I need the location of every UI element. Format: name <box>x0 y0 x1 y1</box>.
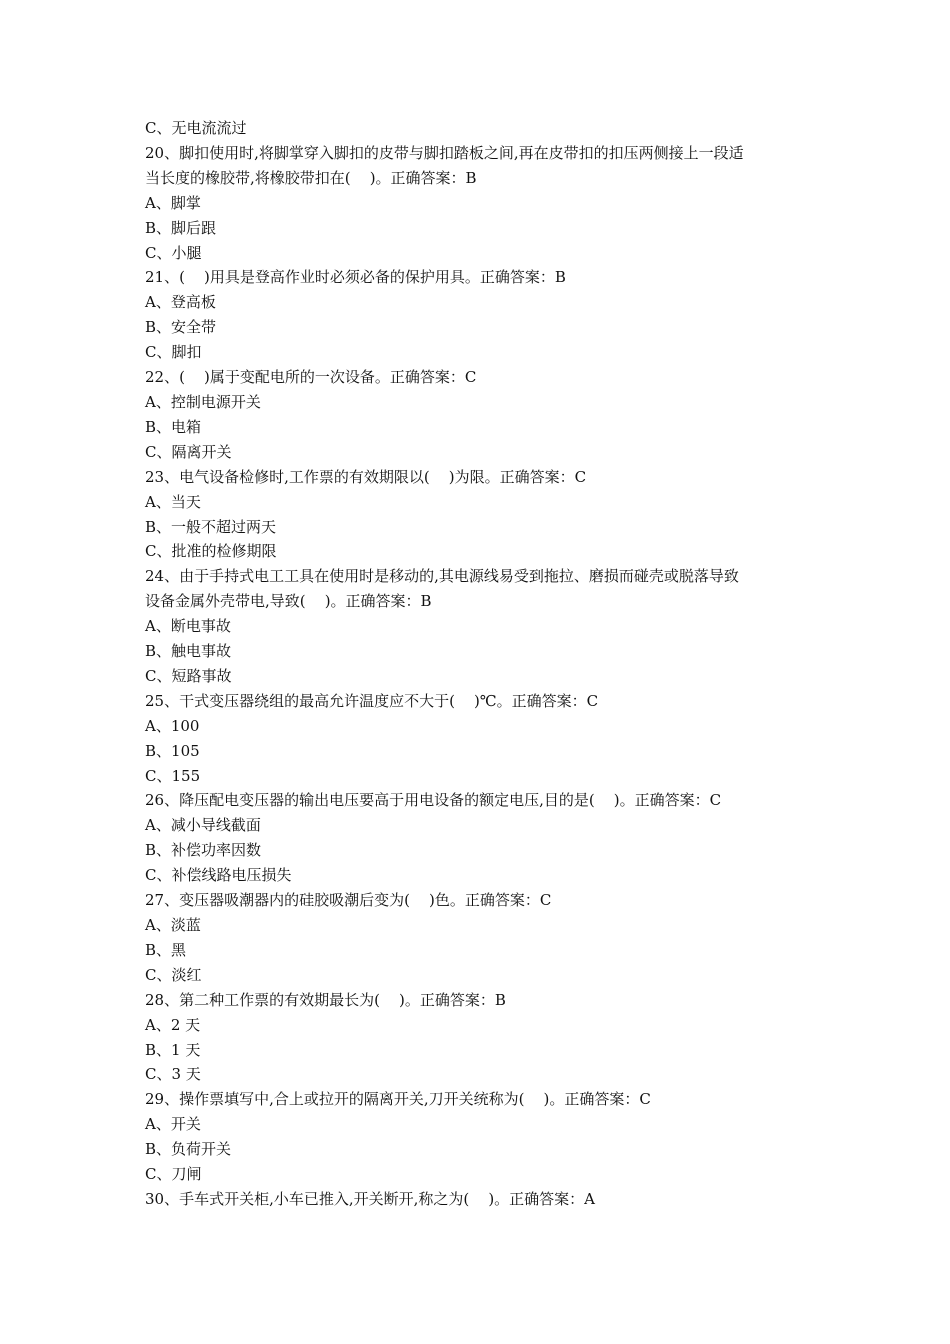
question-line: 21、( )用具是登高作业时必须必备的保护用具。正确答案：B <box>145 268 566 287</box>
option-line: B、触电事故 <box>145 642 232 661</box>
option-line: B、补偿功率因数 <box>145 841 262 860</box>
option-line: C、淡红 <box>145 965 202 984</box>
question-line: 24、由于手持式电工工具在使用时是移动的,其电源线易受到拖拉、磨损而碰壳或脱落导致 <box>145 567 739 586</box>
option-line: A、登高板 <box>145 293 216 312</box>
option-line: A、脚掌 <box>145 193 201 212</box>
option-line: B、黑 <box>145 940 187 959</box>
option-line: B、1 天 <box>145 1040 201 1059</box>
option-line: B、电箱 <box>145 417 202 436</box>
question-line: 22、( )属于变配电所的一次设备。正确答案：C <box>145 368 477 387</box>
question-line: 当长度的橡胶带,将橡胶带扣在( )。正确答案：B <box>145 168 477 187</box>
option-line: C、155 <box>145 766 201 785</box>
option-line: A、淡蓝 <box>145 916 201 934</box>
option-line: B、负荷开关 <box>145 1140 232 1159</box>
option-line: C、短路事故 <box>145 666 232 685</box>
option-line: B、105 <box>145 741 200 760</box>
question-line: 26、降压配电变压器的输出电压要高于用电设备的额定电压,目的是( )。正确答案：C <box>145 791 722 810</box>
option-line: A、减小导线截面 <box>145 816 261 835</box>
option-line: A、当天 <box>145 492 201 511</box>
option-line: A、开关 <box>145 1115 201 1134</box>
option-line: B、一般不超过两天 <box>145 517 277 536</box>
option-line: C、补偿线路电压损失 <box>145 866 292 885</box>
question-line: 30、手车式开关柜,小车已推入,开关断开,称之为( )。正确答案：A <box>145 1189 596 1208</box>
option-line: A、2 天 <box>145 1015 201 1034</box>
question-line: 设备金属外壳带电,导致( )。正确答案：B <box>145 592 432 611</box>
question-line: 25、干式变压器绕组的最高允许温度应不大于( )℃。正确答案：C <box>145 691 599 710</box>
question-line: 29、操作票填写中,合上或拉开的隔离开关,刀开关统称为( )。正确答案：C <box>145 1090 651 1109</box>
question-line: 28、第二种工作票的有效期最长为( )。正确答案：B <box>145 990 506 1009</box>
option-line: A、断电事故 <box>145 617 231 636</box>
option-line: B、安全带 <box>145 318 217 337</box>
option-line: C、刀闸 <box>145 1165 202 1184</box>
question-text-block <box>145 116 820 1212</box>
text-line: C、无电流流过 <box>145 119 247 137</box>
question-line: 27、变压器吸潮器内的硅胶吸潮后变为( )色。正确答案：C <box>145 891 552 910</box>
option-line: C、3 天 <box>145 1065 201 1084</box>
question-line: 23、电气设备检修时,工作票的有效期限以( )为限。正确答案：C <box>145 467 587 486</box>
option-line: A、100 <box>145 716 200 735</box>
option-line: C、小腿 <box>145 243 202 262</box>
option-line: C、批准的检修期限 <box>145 542 277 561</box>
option-line: B、脚后跟 <box>145 218 217 237</box>
option-line: C、隔离开关 <box>145 442 232 461</box>
option-line: C、脚扣 <box>145 343 202 362</box>
option-line: A、控制电源开关 <box>145 392 261 411</box>
question-line: 20、脚扣使用时,将脚掌穿入脚扣的皮带与脚扣踏板之间,再在皮带扣的扣压两侧接上一段适 <box>145 143 744 162</box>
